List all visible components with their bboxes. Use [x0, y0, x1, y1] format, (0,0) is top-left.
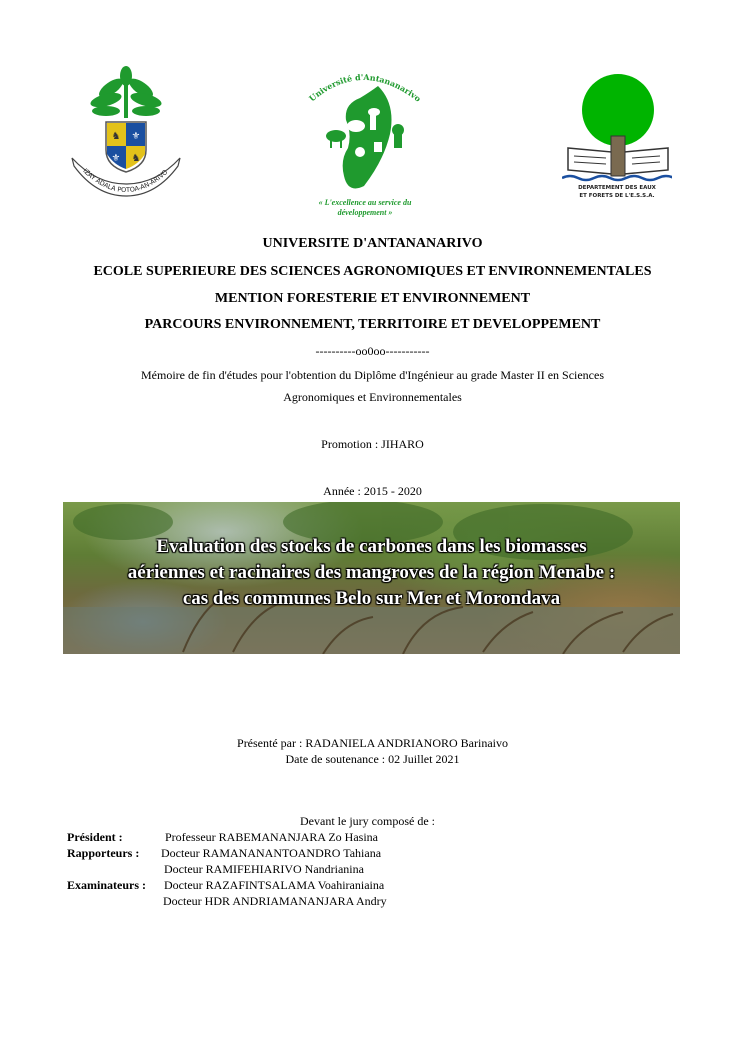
- rapporteur-1: Docteur RAMANANANTOANDRO Tahiana: [161, 846, 382, 860]
- department-caption-line2: ET FORETS DE L'E.S.S.A.: [579, 193, 655, 199]
- rapporteur-2: Docteur RAMIFEHIARIVO Nandrianina: [164, 862, 364, 876]
- essa-slogan-line1: « L'excellence au service du: [318, 198, 412, 207]
- rapporteurs-label: Rapporteurs :: [67, 846, 140, 860]
- department-logo: [562, 72, 672, 206]
- memoire-line2: Agronomiques et Environnementales: [283, 390, 462, 404]
- university-name: UNIVERSITE D'ANTANANARIVO: [262, 236, 483, 251]
- examinateurs-label: Examinateurs :: [67, 878, 146, 892]
- essa-logo: [300, 64, 430, 222]
- svg-text:♞: ♞: [111, 131, 121, 142]
- president-label: Président :: [67, 830, 123, 844]
- year: Année : 2015 - 2020: [323, 484, 422, 498]
- svg-text:♞: ♞: [131, 153, 141, 164]
- parcours-name: PARCOURS ENVIRONNEMENT, TERRITOIRE ET DEVELOPPEMENT: [144, 317, 601, 332]
- thesis-title-line2: aériennes et racinaires des mangroves de la région Menabe :: [127, 562, 616, 583]
- examinateur-1: Docteur RAZAFINTSALAMA Voahiraniaina: [164, 878, 385, 892]
- separator: ----------oo0oo-----------: [315, 344, 430, 358]
- defense-date: Date de soutenance : 02 Juillet 2021: [285, 752, 460, 766]
- university-logo: [66, 66, 186, 206]
- university-motto: IZAY ADALA POTOA-AN-ARIVO: [81, 166, 170, 195]
- essa-slogan-line2: développement »: [337, 208, 393, 217]
- mention-name: MENTION FORESTERIE ET ENVIRONNEMENT: [214, 291, 531, 306]
- thesis-title-line1: Evaluation des stocks de carbones dans les biomasses: [156, 536, 587, 557]
- title-banner: [63, 502, 680, 654]
- department-caption-line1: DEPARTEMENT DES EAUX: [578, 185, 656, 191]
- thesis-title: [63, 534, 680, 612]
- school-name: ECOLE SUPERIEURE DES SCIENCES AGRONOMIQUES ET ENVIRONNEMENTALES: [93, 264, 652, 279]
- thesis-title-line3: cas des communes Belo sur Mer et Morondava: [182, 588, 561, 609]
- promotion: Promotion : JIHARO: [321, 437, 424, 451]
- svg-text:Université d'Antananarivo · EC: Université d'Antananarivo: [306, 71, 423, 104]
- memoire-line1: Mémoire de fin d'études pour l'obtention du Diplôme d'Ingénieur au grade Master II en Sciences: [140, 368, 604, 382]
- examinateur-2: Docteur HDR ANDRIAMANANJARA Andry: [163, 894, 387, 908]
- svg-text:⚜: ⚜: [131, 131, 141, 142]
- president-name: Professeur RABEMANANJARA Zo Hasina: [165, 830, 378, 844]
- svg-text:⚜: ⚜: [111, 153, 121, 164]
- jury-intro: Devant le jury composé de :: [300, 814, 435, 828]
- presenter: Présenté par : RADANIELA ANDRIANORO Barinaivo: [237, 736, 508, 750]
